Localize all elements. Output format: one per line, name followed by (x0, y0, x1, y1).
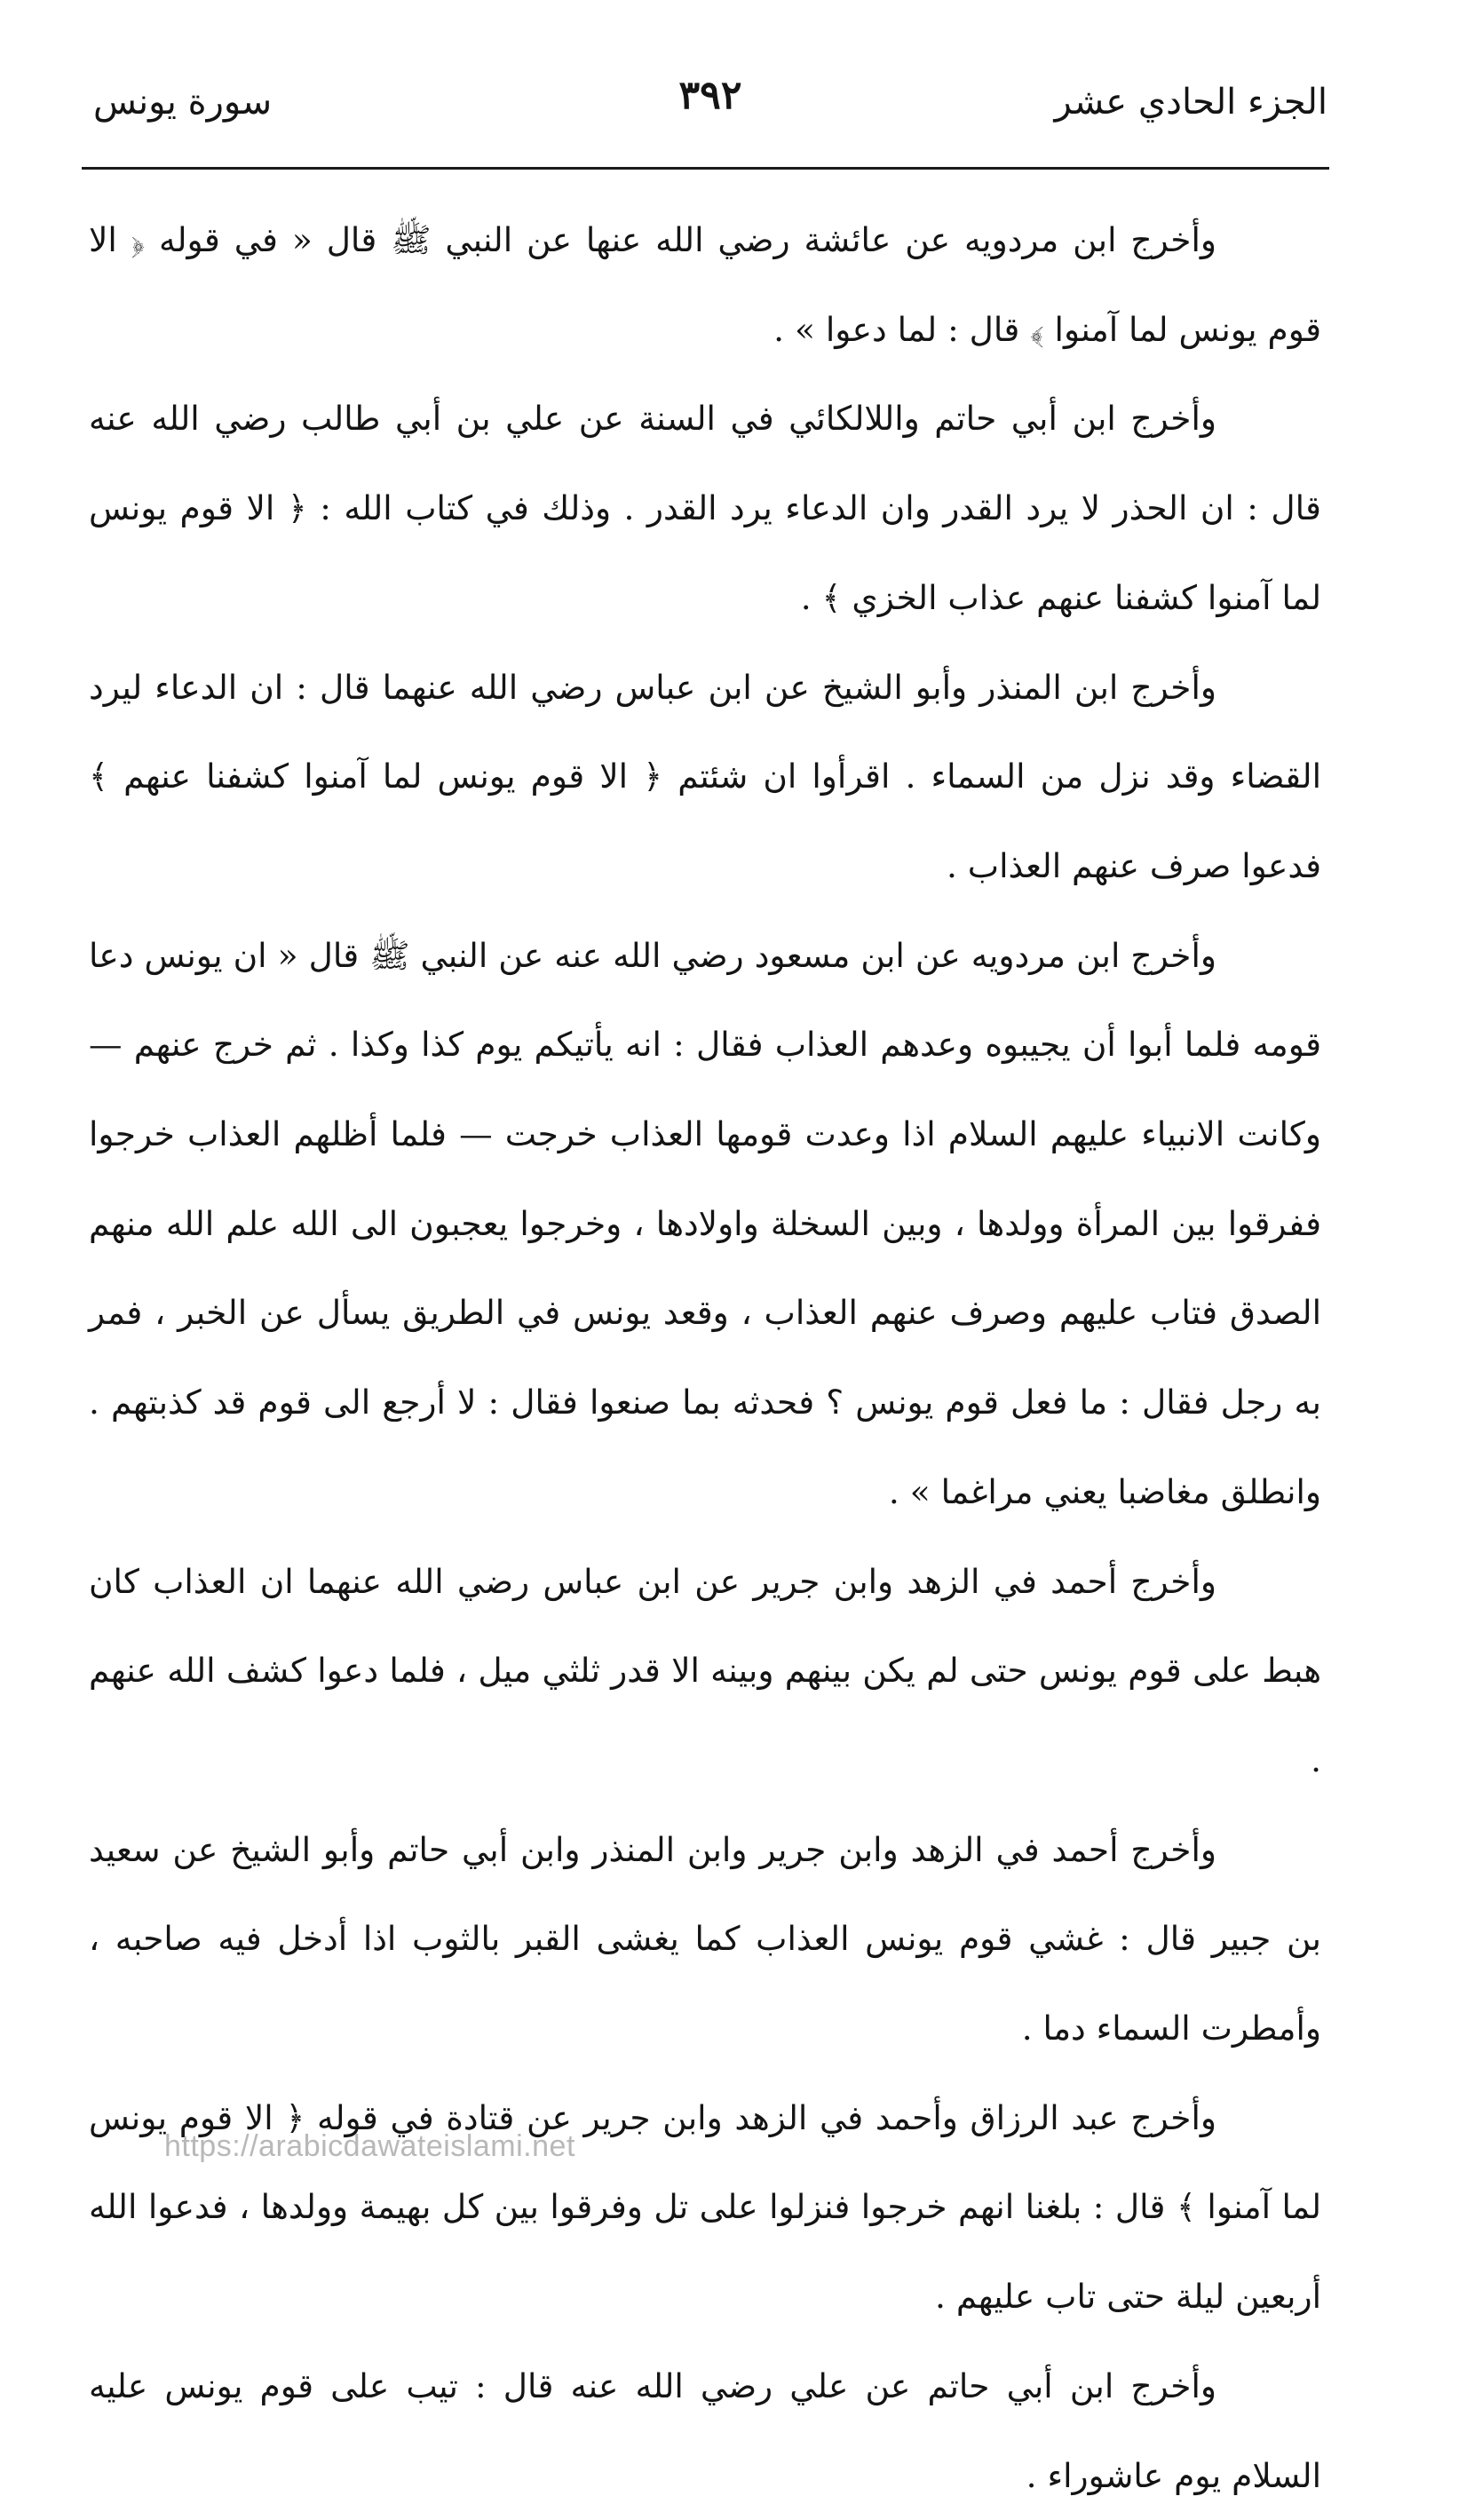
page-body (89, 195, 1321, 2520)
paragraph: وأخرج ابن أبي حاتم عن علي رضي الله عنه قال : تيب على قوم يونس عليه السلام يوم عاشوراء . (89, 2365, 1321, 2495)
paragraph: وأخرج ابن المنذر وأبو الشيخ عن ابن عباس رضي الله عنهما قال : ان الدعاء ليرد القضاء وقد نزل من السماء . اقرأوا ان شئتم ﴿ الا قوم يونس لما آمنوا كشفنا عنهم ﴾ فدعوا صرف عنهم العذاب . (89, 667, 1321, 885)
paragraph: وأخرج ابن أبي حاتم واللالكائي في السنة عن علي بن أبي طالب رضي الله عنه قال : ان الحذر لا يرد القدر وان الدعاء يرد القدر . وذلك في كتاب الله : ﴿ الا قوم يونس لما آمنوا كشفنا عنهم عذاب الخزي ﴾ . (89, 399, 1321, 617)
paragraph: وأخرج ابن مردويه عن ابن مسعود رضي الله عنه عن النبي ﷺ قال « ان يونس دعا قومه فلما أبوا أن يجيبوه وعدهم العذاب فقال : انه يأتيكم يوم كذا وكذا . ثم خرج عنهم — وكانت الانبياء عليهم السلام اذا وعدت قومها العذاب خرجت — فلما أظلهم العذاب خرجوا ففرقوا بين المرأة وولدها ، وبين السخلة واولادها ، وخرجوا يعجبون الى الله علم الله منهم الصدق فتاب عليهم وصرف عنهم العذاب ، وقعد يونس في الطريق يسأل عن الخبر ، فمر به رجل فقال : ما فعل قوم يونس ؟ فحدثه بما صنعوا فقال : لا أرجع الى قوم قد كذبتهم . وانطلق مغاضبا يعني مراغما » . (89, 935, 1321, 1511)
header-divider (82, 167, 1329, 170)
watermark-url: https://arabicdawateislami.net (164, 2129, 575, 2163)
page-header (93, 73, 1327, 144)
paragraph: وأخرج ابن مردويه عن عائشة رضي الله عنها عن النبي ﷺ قال « في قوله ﴿ الا قوم يونس لما آمنوا ﴾ قال : لما دعوا » . (89, 220, 1321, 349)
part-title: الجزء الحادي عشر (1054, 82, 1327, 123)
paragraph: وأخرج أحمد في الزهد وابن جرير عن ابن عباس رضي الله عنهما ان العذاب كان هبط على قوم يونس حتى لم يكن بينهم وبينه الا قدر ثلثي ميل ، فلما دعوا كشف الله عنهم . (89, 1561, 1321, 1779)
paragraph: وأخرج عبد الرزاق وأحمد في الزهد وابن جرير عن قتادة في قوله ﴿ الا قوم يونس لما آمنوا ﴾ قال : بلغنا انهم خرجوا فنزلوا على تل وفرقوا بين كل بهيمة وولدها ، فدعوا الله أربعين ليلة حتى تاب عليهم . (89, 2097, 1321, 2317)
surah-title: سورة يونس (93, 82, 273, 123)
paragraph: وأخرج أحمد في الزهد وابن جرير وابن المنذر وابن أبي حاتم وأبو الشيخ عن سعيد بن جبير قال : غشي قوم يونس العذاب كما يغشى القبر بالثوب اذا أدخل فيه صاحبه ، وأمطرت السماء دما . (89, 1829, 1321, 2048)
page-number: ٣٩٢ (678, 73, 742, 118)
